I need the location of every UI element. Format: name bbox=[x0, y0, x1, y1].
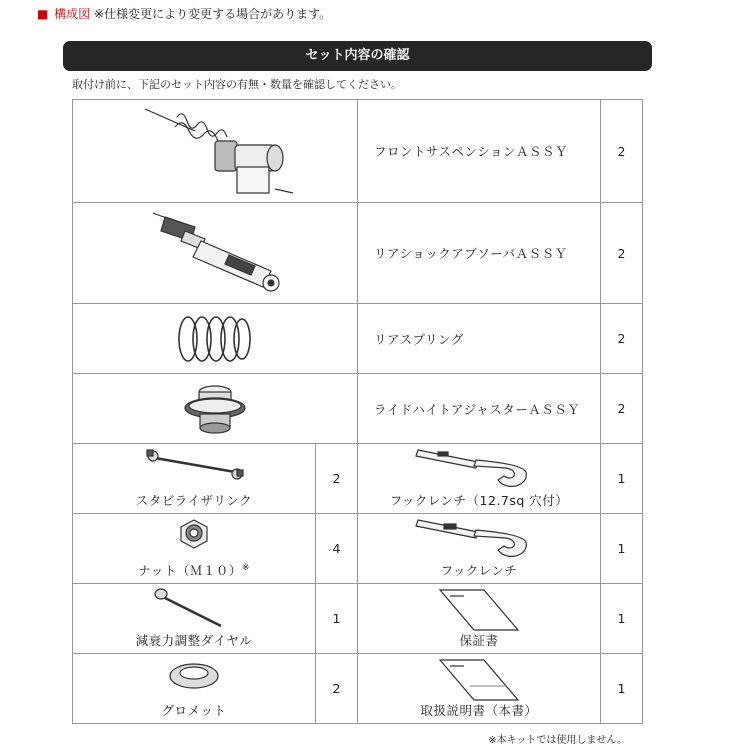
part-cell bbox=[73, 654, 316, 724]
part-cell bbox=[73, 584, 316, 654]
section-label: 構成図 bbox=[54, 7, 91, 21]
table-row bbox=[73, 654, 643, 724]
rear-shock-icon bbox=[125, 205, 305, 301]
part-qty: 1 bbox=[601, 584, 643, 654]
set-contents-banner: セット内容の確認 bbox=[63, 41, 652, 71]
damping-dial-icon bbox=[149, 586, 239, 632]
part-name: 取扱説明書（本書） bbox=[420, 703, 538, 718]
part-name: 減衰力調整ダイヤル bbox=[135, 633, 253, 648]
intro-text: 取付け前に、下記のセット内容の有無・数量を確認してください。 bbox=[72, 78, 402, 91]
part-qty: 1 bbox=[316, 584, 358, 654]
hook-wrench-icon bbox=[414, 516, 544, 562]
part-qty: 2 bbox=[601, 304, 643, 374]
footnote: ※本キットでは使用しません。 bbox=[488, 735, 627, 746]
part-cell bbox=[73, 514, 316, 584]
table-row bbox=[73, 304, 643, 374]
part-qty: 1 bbox=[601, 654, 643, 724]
manual-icon bbox=[434, 656, 524, 704]
part-name: ナット（Ｍ１０） bbox=[138, 563, 242, 578]
table-row bbox=[73, 584, 643, 654]
spec-note bbox=[37, 6, 331, 22]
part-name: リアショックアブソーバＡＳＳＹ bbox=[358, 203, 601, 304]
part-qty: 1 bbox=[601, 444, 643, 514]
part-name: グロメット bbox=[161, 703, 227, 718]
part-cell bbox=[358, 584, 601, 654]
part-name: ライドハイトアジャスターＡＳＳＹ bbox=[358, 374, 601, 444]
hook-wrench-hole-icon bbox=[414, 446, 544, 492]
part-name: フックレンチ bbox=[440, 563, 518, 578]
part-cell bbox=[358, 654, 601, 724]
part-cell bbox=[358, 444, 601, 514]
part-name: フックレンチ（12.7sq 穴付） bbox=[389, 493, 569, 508]
part-image-cell bbox=[73, 304, 358, 374]
parts-table bbox=[72, 99, 643, 724]
part-image-cell bbox=[73, 203, 358, 304]
stabilizer-link-icon bbox=[139, 446, 249, 486]
table-row bbox=[73, 203, 643, 304]
part-name: 保証書 bbox=[459, 633, 499, 648]
part-qty: 2 bbox=[316, 444, 358, 514]
part-qty: 4 bbox=[316, 514, 358, 584]
nut-icon bbox=[174, 516, 214, 556]
part-name: リアスプリング bbox=[358, 304, 601, 374]
part-image-cell bbox=[73, 374, 358, 444]
not-used-mark: ※ bbox=[241, 562, 250, 573]
table-row bbox=[73, 374, 643, 444]
part-qty: 2 bbox=[316, 654, 358, 724]
part-qty: 1 bbox=[601, 514, 643, 584]
grommet-icon bbox=[164, 656, 224, 692]
table-row bbox=[73, 514, 643, 584]
part-qty: 2 bbox=[601, 203, 643, 304]
part-cell bbox=[358, 514, 601, 584]
rear-spring-icon bbox=[170, 312, 260, 366]
table-row bbox=[73, 100, 643, 203]
ride-height-adjuster-icon bbox=[180, 378, 250, 440]
warranty-card-icon bbox=[434, 586, 524, 634]
part-name: スタビライザリンク bbox=[135, 493, 253, 508]
part-qty: 2 bbox=[601, 374, 643, 444]
part-name: フロントサスペンションＡＳＳＹ bbox=[358, 100, 601, 203]
part-cell bbox=[73, 444, 316, 514]
spec-change-note: ※仕様変更により変更する場合があります。 bbox=[94, 7, 332, 21]
front-suspension-icon bbox=[125, 101, 305, 201]
part-qty: 2 bbox=[601, 100, 643, 203]
table-row bbox=[73, 444, 643, 514]
part-name-line bbox=[73, 561, 315, 579]
bullet-square: ■ bbox=[37, 7, 49, 21]
part-image-cell bbox=[73, 100, 358, 203]
